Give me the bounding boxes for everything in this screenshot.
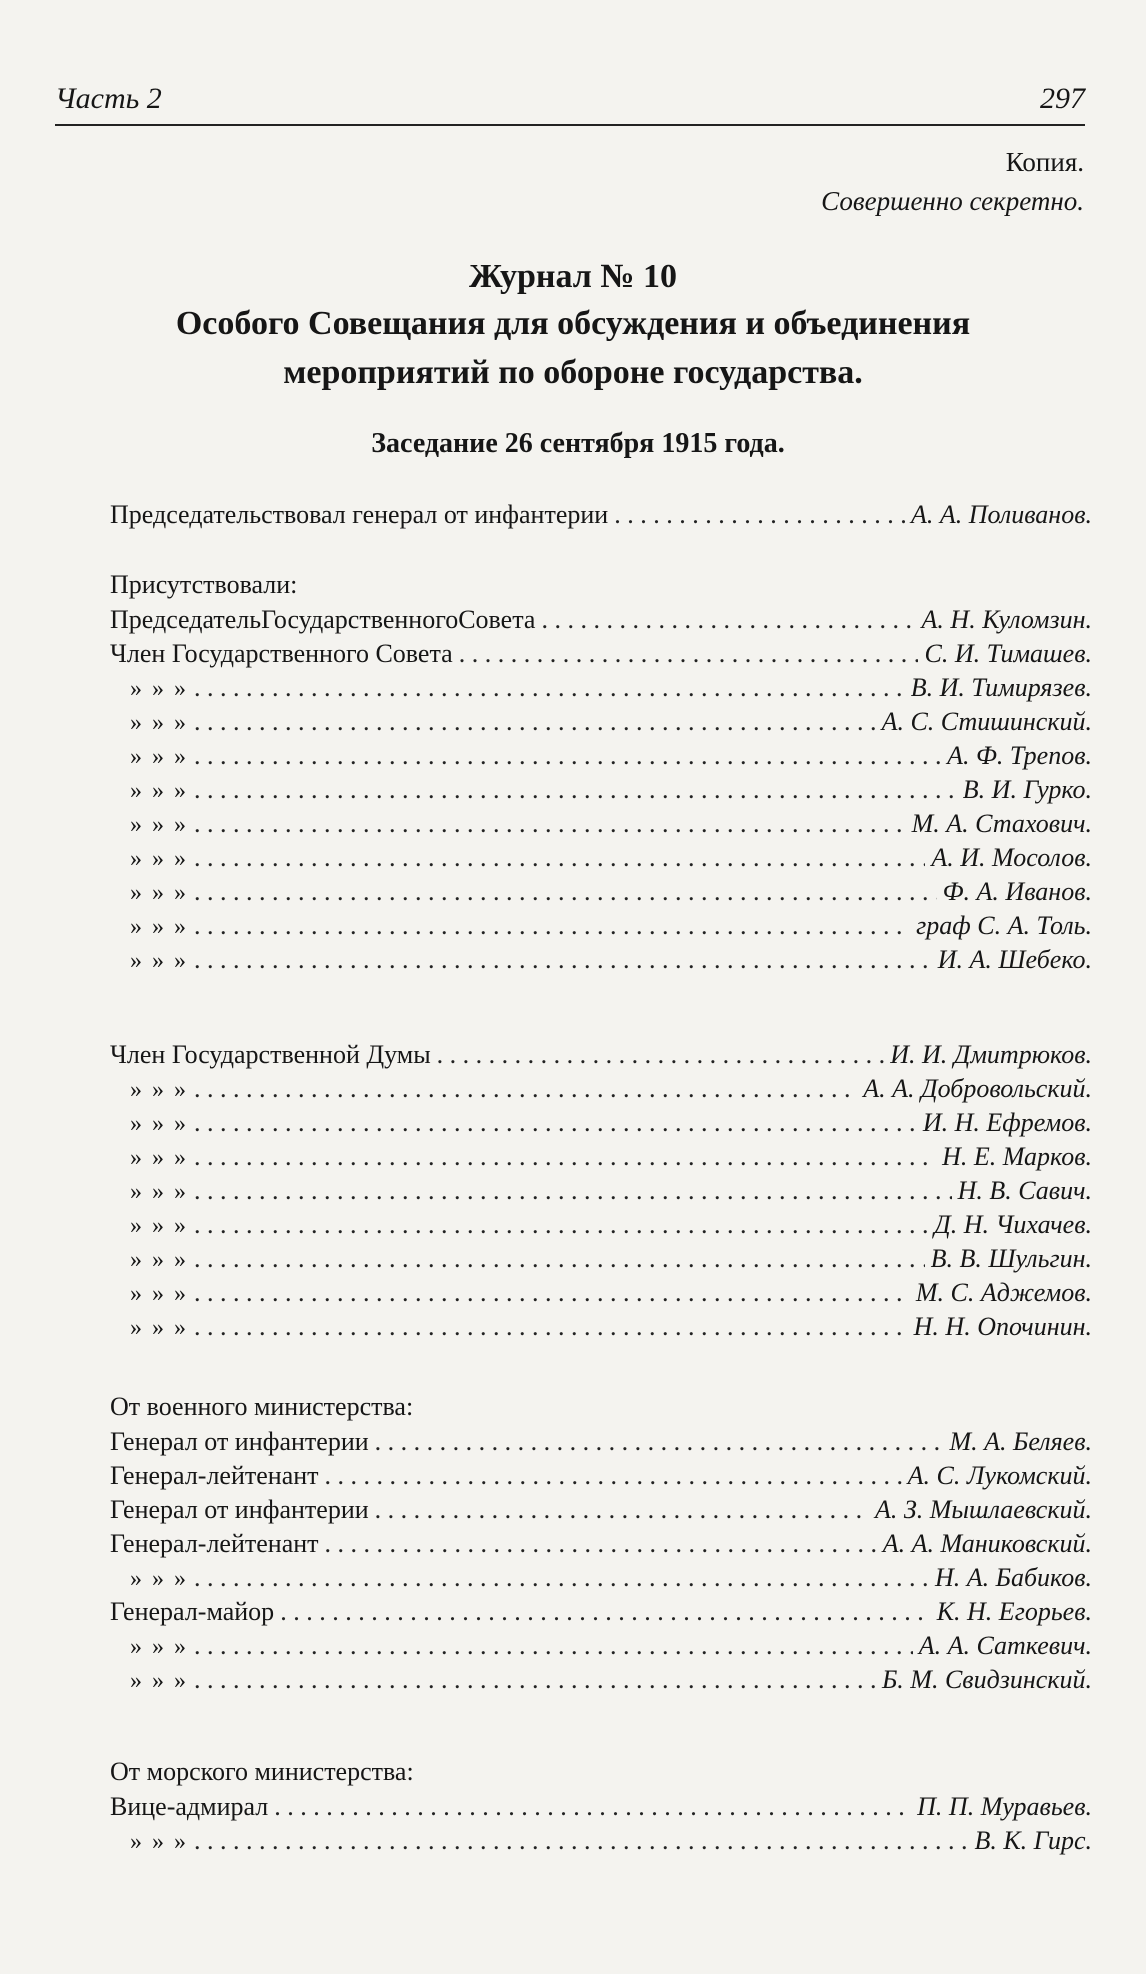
ditto-mark: » » » — [130, 846, 188, 872]
war-ministry-row — [130, 1663, 1092, 1697]
leader-dots — [194, 1561, 929, 1595]
leader-dots — [614, 498, 905, 532]
navy-ministry-row — [130, 1824, 1092, 1858]
position-label: Председательствовал генерал от инфантерии — [110, 500, 609, 529]
person-name: М. С. Аджемов. — [915, 1278, 1092, 1307]
leader-dots — [194, 739, 941, 773]
person-name: А. С. Лукомский. — [907, 1461, 1092, 1490]
position-label: Вице-адмирал — [110, 1792, 269, 1821]
copy-stamp: Копия. — [1005, 147, 1084, 177]
person-name: П. П. Муравьев. — [917, 1792, 1092, 1821]
council-member-row — [130, 739, 1092, 773]
duma-member-row — [130, 1208, 1092, 1242]
ditto-mark: » » » — [130, 676, 188, 702]
ditto-mark: » » » — [130, 710, 188, 736]
person-name: Ф. А. Иванов. — [942, 877, 1092, 906]
secret-stamp: Совершенно секретно. — [821, 186, 1084, 216]
leader-dots — [194, 1242, 925, 1276]
position-label: Генерал от инфантерии — [110, 1427, 369, 1456]
leader-dots — [375, 1493, 869, 1527]
leader-dots — [194, 773, 957, 807]
person-name: С. И. Тимашев. — [924, 639, 1092, 668]
navy-ministry-row — [110, 1790, 1092, 1824]
leader-dots — [459, 637, 919, 671]
leader-dots — [194, 1208, 928, 1242]
person-name: И. Н. Ефремов. — [922, 1108, 1092, 1137]
position-label: Член Государственного Совета — [110, 639, 453, 668]
ditto-mark: » » » — [130, 1281, 188, 1307]
person-name: А. А. Маниковский. — [882, 1529, 1092, 1558]
council-member-row — [130, 807, 1092, 841]
leader-dots — [280, 1595, 931, 1629]
person-name: Н. Е. Марков. — [942, 1142, 1092, 1171]
page-number: 297 — [1040, 82, 1085, 115]
leader-dots — [194, 1276, 910, 1310]
person-name: А. И. Мосолов. — [931, 843, 1092, 872]
leader-dots — [194, 1629, 913, 1663]
session-date: Заседание 26 сентября 1915 года. — [371, 428, 785, 459]
position-label: Генерал от инфантерии — [110, 1495, 369, 1524]
person-name: В. И. Тимирязев. — [910, 673, 1092, 702]
war-ministry-row — [110, 1425, 1092, 1459]
leader-dots — [194, 1072, 857, 1106]
leader-dots — [194, 1174, 952, 1208]
duma-member-row — [130, 1106, 1092, 1140]
person-name: Н. Н. Опочинин. — [913, 1312, 1092, 1341]
leader-dots — [194, 671, 905, 705]
war-ministry-row — [130, 1629, 1092, 1663]
ditto-mark: » » » — [130, 744, 188, 770]
person-name: А. Ф. Трепов. — [947, 741, 1092, 770]
leader-dots — [194, 1824, 969, 1858]
ditto-mark: » » » — [130, 1247, 188, 1273]
war-ministry-heading: От военного министерства: — [110, 1392, 414, 1421]
person-name: Н. В. Савич. — [957, 1176, 1092, 1205]
leader-dots — [194, 1140, 936, 1174]
position-label: Член Государственной Думы — [110, 1040, 431, 1069]
leader-dots — [194, 841, 925, 875]
leader-dots — [194, 943, 932, 977]
leader-dots — [194, 807, 906, 841]
ditto-mark: » » » — [130, 1213, 188, 1239]
position-label: Генерал-лейтенант — [110, 1461, 319, 1490]
position-label: ПредседательГосударственногоСовета — [110, 605, 536, 634]
leader-dots — [194, 875, 937, 909]
person-name: В. И. Гурко. — [962, 775, 1092, 804]
leader-dots — [437, 1038, 885, 1072]
war-ministry-row — [110, 1459, 1092, 1493]
ditto-mark: » » » — [130, 1829, 188, 1855]
leader-dots — [541, 603, 915, 637]
ditto-mark: » » » — [130, 1111, 188, 1137]
leader-dots — [274, 1790, 911, 1824]
war-ministry-row — [130, 1561, 1092, 1595]
person-name: А. З. Мышлаевский. — [875, 1495, 1092, 1524]
person-name: М. А. Беляев. — [949, 1427, 1092, 1456]
ditto-mark: » » » — [130, 1634, 188, 1660]
person-name: А. А. Добровольский. — [863, 1074, 1092, 1103]
duma-member-row — [130, 1072, 1092, 1106]
person-name: А. А. Поливанов. — [910, 500, 1092, 529]
leader-dots — [325, 1459, 902, 1493]
duma-member-row — [130, 1174, 1092, 1208]
ditto-mark: » » » — [130, 1077, 188, 1103]
duma-member-row — [130, 1140, 1092, 1174]
running-header — [55, 70, 1085, 126]
council-member-row — [130, 671, 1092, 705]
ditto-mark: » » » — [130, 880, 188, 906]
title-line-2: Особого Совещания для обсуждения и объединения — [175, 305, 971, 342]
person-name: Д. Н. Чихачев. — [934, 1210, 1092, 1239]
leader-dots — [194, 1663, 876, 1697]
duma-member-row — [110, 1038, 1092, 1072]
duma-member-row — [130, 1310, 1092, 1344]
council-member-row — [130, 705, 1092, 739]
war-ministry-row — [110, 1527, 1092, 1561]
person-name: граф С. А. Толь. — [916, 911, 1092, 940]
ditto-mark: » » » — [130, 914, 188, 940]
person-name: А. Н. Куломзин. — [921, 605, 1092, 634]
position-label: Генерал-лейтенант — [110, 1529, 319, 1558]
person-name: В. К. Гирс. — [974, 1826, 1092, 1855]
present-heading: Присутствовали: — [110, 570, 298, 599]
person-name: М. А. Стахович. — [911, 809, 1092, 838]
ditto-mark: » » » — [130, 778, 188, 804]
journal-title: Журнал № 10 — [468, 258, 678, 295]
ditto-mark: » » » — [130, 1566, 188, 1592]
position-label: Генерал-майор — [110, 1597, 275, 1626]
ditto-mark: » » » — [130, 1145, 188, 1171]
council-member-row — [130, 773, 1092, 807]
council-member-row — [110, 637, 1092, 671]
council-member-row — [130, 909, 1092, 943]
person-name: И. А. Шебеко. — [937, 945, 1092, 974]
leader-dots — [325, 1527, 877, 1561]
leader-dots — [194, 1106, 917, 1140]
ditto-mark: » » » — [130, 812, 188, 838]
ditto-mark: » » » — [130, 948, 188, 974]
leader-dots — [194, 705, 876, 739]
ditto-mark: » » » — [130, 1179, 188, 1205]
council-member-row — [130, 875, 1092, 909]
person-name: В. В. Шульгин. — [930, 1244, 1092, 1273]
navy-ministry-heading: От морского министерства: — [110, 1757, 414, 1786]
war-ministry-row — [110, 1493, 1092, 1527]
leader-dots — [194, 909, 910, 943]
person-name: И. И. Дмитрюков. — [890, 1040, 1092, 1069]
council-member-row — [110, 603, 1092, 637]
title-line-3: мероприятий по обороне государства. — [283, 354, 863, 391]
duma-member-row — [130, 1276, 1092, 1310]
leader-dots — [194, 1310, 908, 1344]
ditto-mark: » » » — [130, 1668, 188, 1694]
duma-member-row — [130, 1242, 1092, 1276]
council-member-row — [130, 943, 1092, 977]
war-ministry-row — [110, 1595, 1092, 1629]
person-name: Б. М. Свидзинский. — [881, 1665, 1092, 1694]
council-member-row — [130, 841, 1092, 875]
person-name: А. А. Саткевич. — [918, 1631, 1092, 1660]
person-name: Н. А. Бабиков. — [934, 1563, 1092, 1592]
section-label: Часть 2 — [55, 82, 162, 115]
person-name: К. Н. Егорьев. — [936, 1597, 1092, 1626]
ditto-mark: » » » — [130, 1315, 188, 1341]
chair-line — [110, 498, 1092, 532]
leader-dots — [375, 1425, 944, 1459]
person-name: А. С. Стишинский. — [881, 707, 1092, 736]
